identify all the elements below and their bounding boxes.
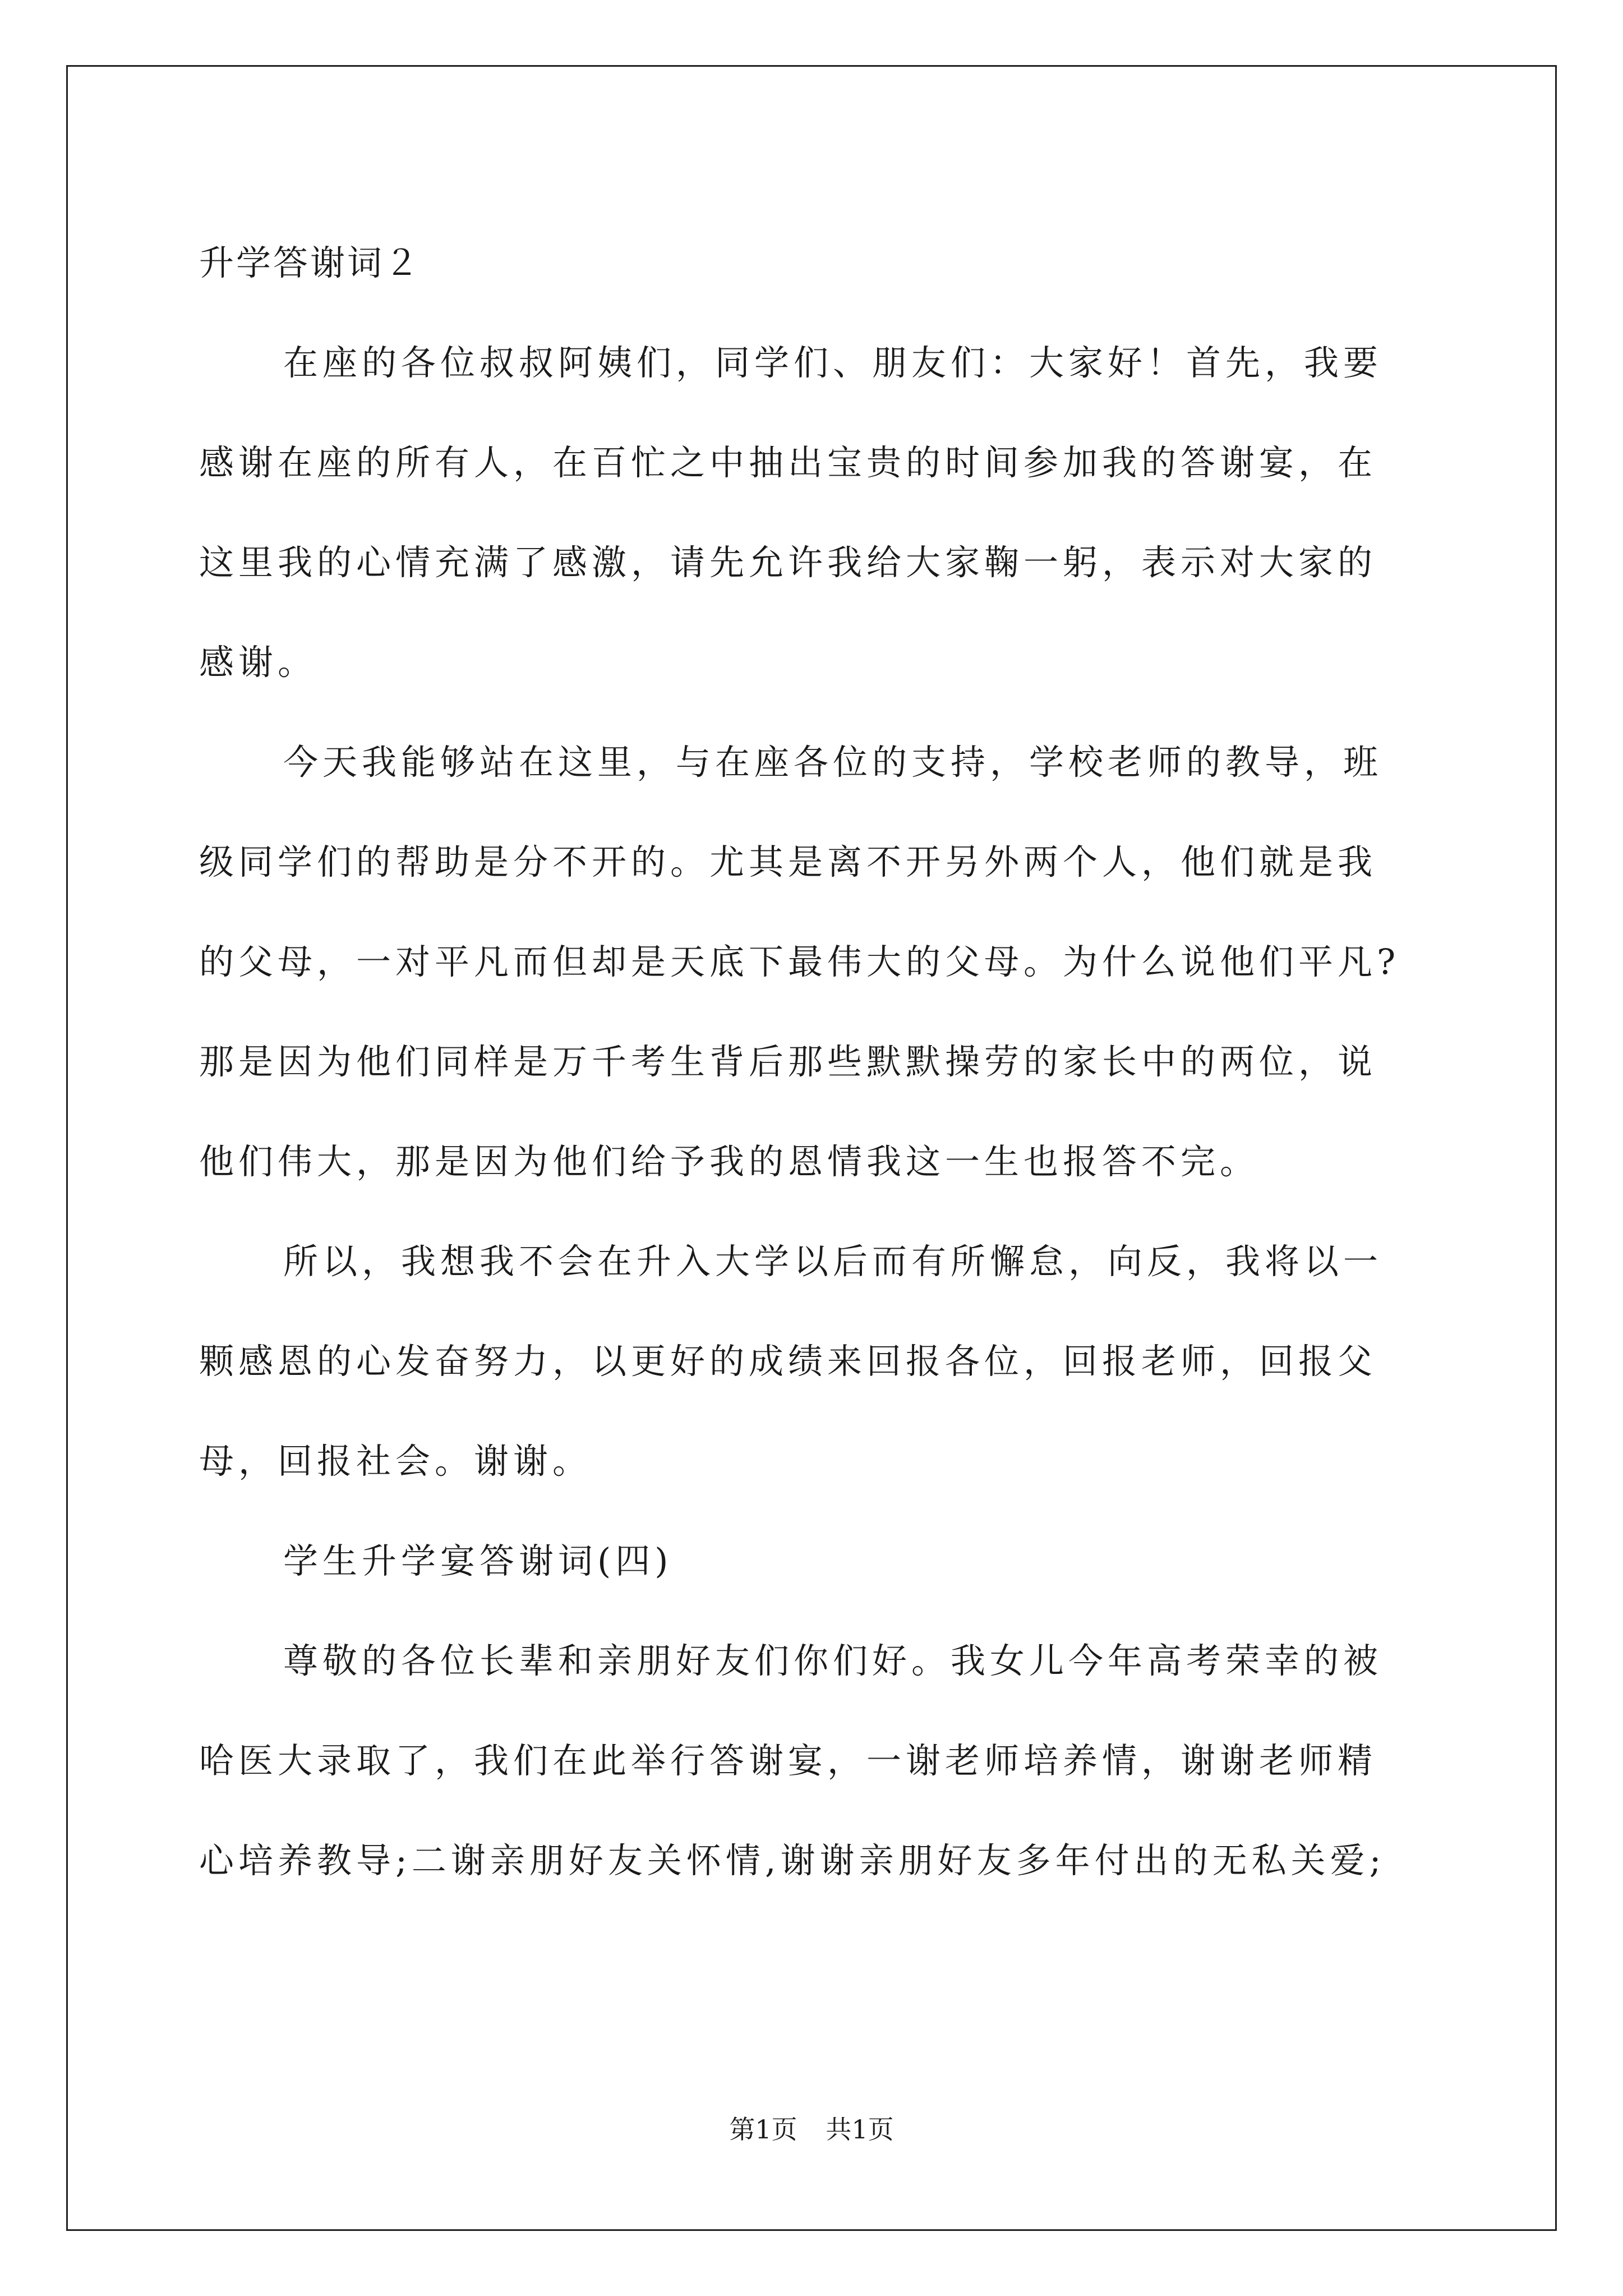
page-footer: [0, 2114, 1623, 2145]
text-line: 颗感恩的心发奋努力，以更好的成绩来回报各位，回报老师，回报父: [199, 1341, 1377, 1382]
text-line: 在座的各位叔叔阿姨们，同学们、朋友们：大家好！首先，我要: [283, 342, 1383, 383]
text-line: 今天我能够站在这里，与在座各位的支持，学校老师的教导，班: [283, 742, 1383, 783]
paragraph-lines: [199, 313, 1427, 1911]
text-line: 感谢。: [199, 642, 317, 683]
text-line: 所以，我想我不会在升入大学以后而有所懈怠，向反，我将以一: [283, 1241, 1383, 1282]
document-title: 升学答谢词２: [199, 242, 422, 283]
page-number-current: 第1页: [729, 2114, 797, 2145]
page-number-total: 共1页: [826, 2114, 894, 2145]
text-line: 母，回报社会。谢谢。: [199, 1441, 592, 1481]
text-line: 那是因为他们同样是万千考生背后那些默默操劳的家长中的两位，说: [199, 1041, 1377, 1082]
text-line: 他们伟大，那是因为他们给予我的恩情我这一生也报答不完。: [199, 1141, 1260, 1182]
text-line: 尊敬的各位长辈和亲朋好友们你们好。我女儿今年高考荣幸的被: [283, 1640, 1383, 1681]
text-line: 学生升学宴答谢词(四): [283, 1540, 673, 1581]
text-line: 级同学们的帮助是分不开的。尤其是离不开另外两个人，他们就是我: [199, 841, 1377, 882]
text-line: 感谢在座的所有人，在百忙之中抽出宝贵的时间参加我的答谢宴，在: [199, 442, 1377, 483]
text-line: 哈医大录取了，我们在此举行答谢宴，一谢老师培养情，谢谢老师精: [199, 1740, 1377, 1781]
text-line: 心培养教导;二谢亲朋好友关怀情,谢谢亲朋好友多年付出的无私关爱;: [199, 1840, 1386, 1881]
document-body: [199, 213, 1427, 1911]
text-line: 这里我的心情充满了感激，请先允许我给大家鞠一躬，表示对大家的: [199, 542, 1377, 583]
text-line: 的父母，一对平凡而但却是天底下最伟大的父母。为什么说他们平凡?: [199, 941, 1400, 982]
